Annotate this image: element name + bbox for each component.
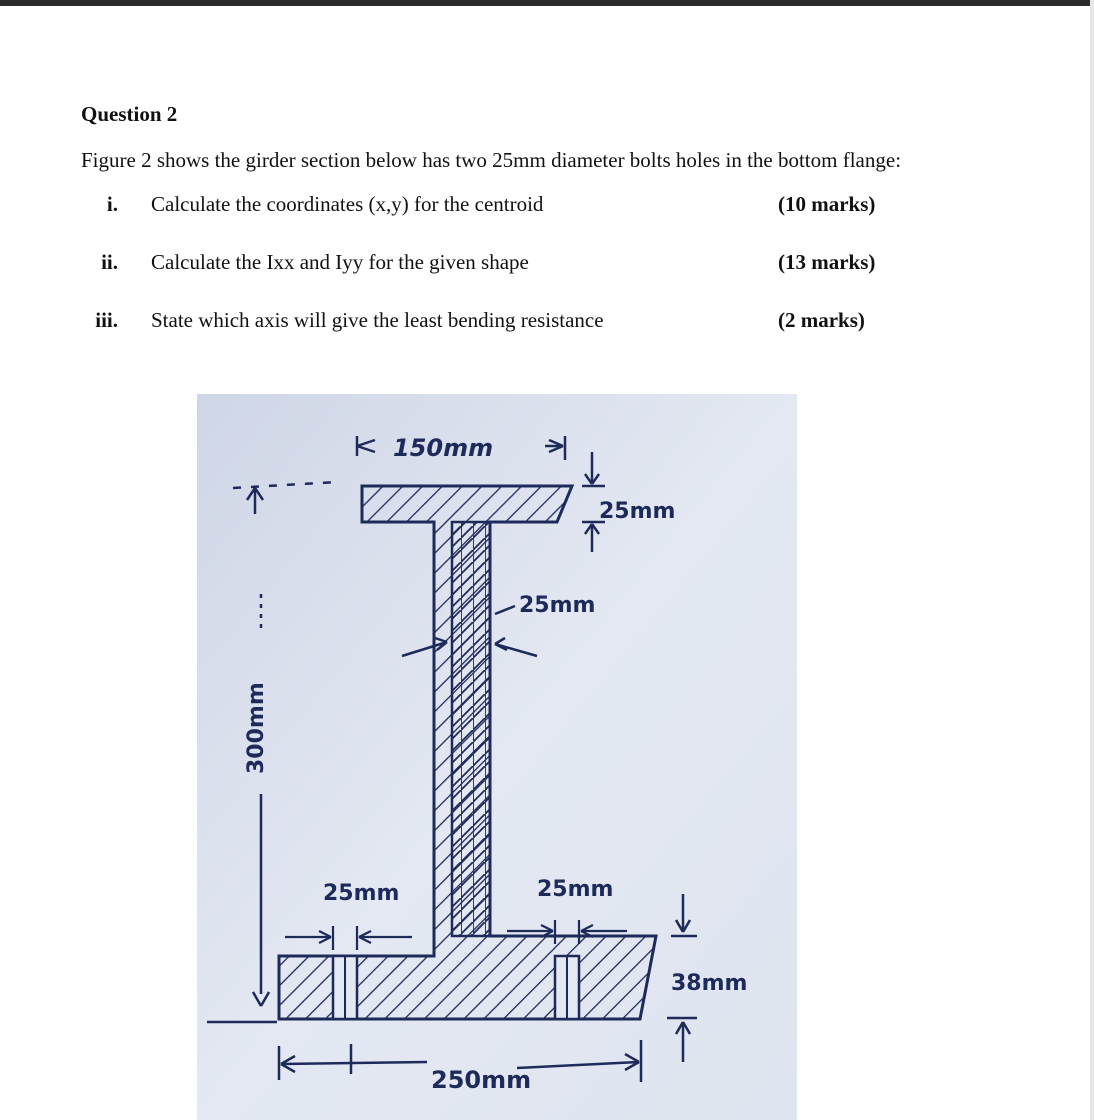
- right-border: [1090, 0, 1094, 1120]
- item-text: State which axis will give the least bending resistance: [151, 308, 604, 332]
- item-number: ii.: [101, 250, 118, 274]
- item-marks: (13 marks): [778, 250, 876, 274]
- bottom-flange-thickness-label: 38mm: [671, 971, 748, 996]
- item-marks: (10 marks): [778, 192, 876, 216]
- question-item: [0, 308, 1094, 338]
- bottom-width-label: 250mm: [431, 1066, 532, 1094]
- question-intro: Figure 2 shows the girder section below has two 25mm diameter bolts holes in the bottom flange:: [81, 148, 902, 172]
- hole-left-label: 25mm: [323, 881, 400, 906]
- item-marks: (2 marks): [778, 308, 865, 332]
- question-item: [0, 250, 1094, 280]
- height-label: 300mm: [244, 682, 269, 774]
- web-thickness-label: 25mm: [519, 593, 596, 618]
- item-number: i.: [106, 192, 118, 216]
- question-title: Question 2: [81, 102, 178, 126]
- top-border: [0, 0, 1094, 6]
- top-flange-thickness-label: 25mm: [599, 499, 676, 524]
- hole-right-label: 25mm: [537, 877, 614, 902]
- top-width-label: 150mm: [393, 434, 494, 462]
- girder-figure-photo: [197, 394, 797, 1120]
- item-number: iii.: [95, 308, 118, 332]
- web-hatching: [452, 522, 490, 936]
- item-text: Calculate the coordinates (x,y) for the centroid: [151, 192, 544, 216]
- question-item: [0, 192, 1094, 222]
- item-text: Calculate the Ixx and Iyy for the given shape: [151, 250, 529, 274]
- girder-section-drawing: [197, 394, 797, 1120]
